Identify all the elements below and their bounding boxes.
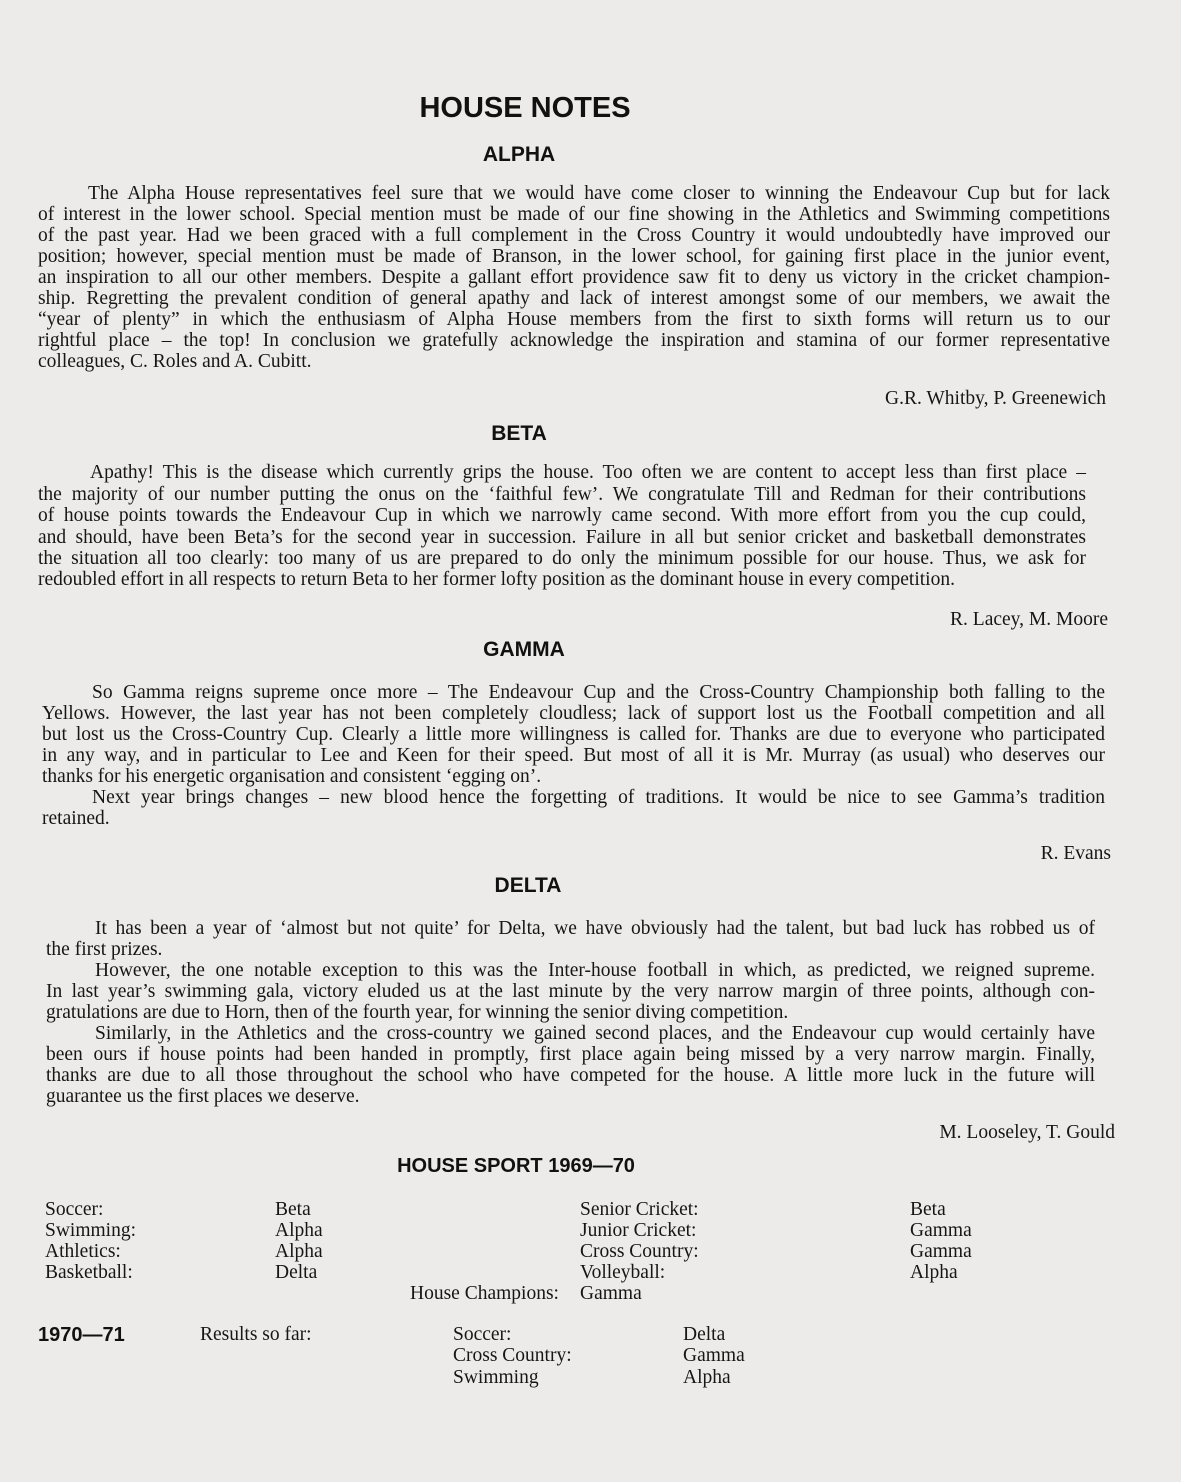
event-label: Soccer: [453, 1323, 512, 1345]
text-line: rightful place – the top! In conclusion we gratefully acknowledge the inspiration and stamina of our former representative [38, 330, 1110, 352]
section-heading: DELTA [494, 874, 562, 897]
text-line: guarantee us the first places we deserve. [46, 1085, 360, 1107]
text-line: the situation all too clearly: too many of us are prepared to do only the minimum possible for our house. Thus, we ask for [38, 547, 1086, 569]
page-title: HOUSE NOTES [419, 92, 631, 124]
results-so-far-label: Results so far: [200, 1323, 312, 1345]
section-signature: R. Evans [1040, 843, 1111, 864]
house-champions [410, 1283, 642, 1304]
text-line: gratulations are due to Horn, then of the fourth year, for winning the senior diving competition. [46, 1001, 789, 1023]
section-signature: R. Lacey, M. Moore [950, 609, 1108, 630]
event-winner: Gamma [683, 1345, 745, 1366]
text-line: but lost us the Cross-Country Cup. Clearly a little more willingness is called for. Thanks are due to everyone who participated [42, 723, 1105, 745]
event-winner: Delta [275, 1261, 318, 1283]
section-signature: G.R. Whitby, P. Greenewich [885, 388, 1106, 409]
event-winner: Beta [275, 1198, 311, 1220]
table-row [45, 1220, 1060, 1241]
text-line: thanks are due to all those throughout the school who have competed for the house. A little more luck in the future will [46, 1064, 1095, 1086]
text-line: In last year’s swimming gala, victory eluded us at the last minute by the very narrow margin of three points, although con- [46, 980, 1095, 1002]
text-line: retained. [42, 807, 110, 829]
house-sport-heading: HOUSE SPORT 1969—70 [397, 1155, 635, 1177]
text-line: been ours if house points had been handed in promptly, first place again being missed by a very narrow margin. Finally, [46, 1043, 1095, 1065]
current-year-title: 1970—71 [38, 1324, 125, 1346]
table-row [45, 1241, 1060, 1262]
text-line: and should, have been Beta’s for the second year in succession. Failure in all but senior cricket and basketball demonstrates [38, 526, 1086, 548]
section-body [42, 682, 1105, 829]
section-heading: GAMMA [483, 638, 565, 661]
table-row [45, 1199, 1060, 1220]
house-sport-table [45, 1199, 1060, 1283]
list-item [453, 1345, 833, 1367]
text-line: the first prizes. [46, 938, 163, 960]
event-label: Swimming: [45, 1219, 137, 1241]
event-label: Volleyball: [580, 1261, 666, 1283]
event-label: Senior Cricket: [580, 1198, 699, 1220]
event-winner: Alpha [910, 1261, 958, 1283]
event-label: Cross Country: [580, 1240, 699, 1262]
event-winner: Gamma [910, 1219, 972, 1241]
text-line: colleagues, C. Roles and A. Cubitt. [38, 351, 312, 373]
text-line: However, the one notable exception to this was the Inter-house football in which, as predicted, we reigned supreme. [95, 959, 1095, 981]
house-champions-label: House Champions: [410, 1282, 559, 1304]
text-line: It has been a year of ‘almost but not quite’ for Delta, we have obviously had the talent, but bad luck has robbed us of [95, 917, 1095, 939]
section-heading: ALPHA [482, 143, 556, 166]
text-line: in any way, and in particular to Lee and Keen for their speed. But most of all it is Mr. Murray (as usual) who deserves our [42, 744, 1105, 766]
event-winner: Alpha [275, 1240, 323, 1262]
list-item [453, 1367, 833, 1389]
text-line: of interest in the lower school. Special mention must be made of our fine showing in the Athletics and Swimming competitions [38, 203, 1110, 225]
text-line: position; however, special mention must be made of Branson, in the lower school, for gaining first place in the junior event, [38, 245, 1110, 267]
event-label: Basketball: [45, 1261, 133, 1283]
text-line: Yellows. However, the last year has not been completely cloudless; lack of support lost us the Football competition and all [42, 702, 1105, 724]
text-line: an inspiration to all our other members. Despite a gallant effort providence saw fit to deny us victory in the cricket champion- [38, 266, 1110, 288]
section-body [38, 183, 1110, 373]
house-champions-value: Gamma [580, 1282, 642, 1304]
text-line: of the past year. Had we been graced with a full complement in the Cross Country it would undoubtedly have improved our [38, 224, 1110, 246]
event-label: Swimming [453, 1366, 539, 1388]
list-item [453, 1324, 833, 1346]
event-label: Athletics: [45, 1240, 121, 1262]
section-signature: M. Looseley, T. Gould [939, 1122, 1115, 1143]
event-winner: Delta [683, 1323, 726, 1345]
event-label: Junior Cricket: [580, 1219, 697, 1241]
event-label: Soccer: [45, 1198, 104, 1220]
text-line: thanks for his energetic organisation and consistent ‘egging on’. [42, 765, 542, 787]
text-line: redoubled effort in all respects to return Beta to her former lofty position as the dominant house in every competition. [38, 569, 955, 591]
section-body [38, 462, 1086, 590]
text-line: The Alpha House representatives feel sure that we would have come closer to winning the Endeavour Cup but for lack [88, 182, 1110, 204]
current-results-list [453, 1324, 833, 1389]
text-line: “year of plenty” in which the enthusiasm of Alpha House members from the first to sixth forms will return us to our [38, 309, 1110, 331]
event-winner: Alpha [275, 1219, 323, 1241]
text-line: Next year brings changes – new blood hence the forgetting of traditions. It would be nice to see Gamma’s tradition [92, 786, 1105, 808]
section-heading: BETA [491, 422, 547, 445]
event-winner: Alpha [683, 1366, 731, 1388]
event-winner: Beta [910, 1198, 946, 1220]
text-line: So Gamma reigns supreme once more – The Endeavour Cup and the Cross-Country Championship both falling to the [92, 681, 1105, 703]
text-line: Apathy! This is the disease which currently grips the house. Too often we are content to accept less than first place – [90, 462, 1086, 484]
text-line: Similarly, in the Athletics and the cross-country we gained second places, and the Endeavour cup would certainly have [95, 1022, 1095, 1044]
text-line: ship. Regretting the prevalent condition of general apathy and lack of interest amongst some of our members, we await the [38, 287, 1110, 309]
table-row [45, 1262, 1060, 1283]
event-winner: Gamma [910, 1240, 972, 1262]
text-line: the majority of our number putting the onus on the ‘faithful few’. We congratulate Till and Redman for their contributions [38, 483, 1086, 505]
event-label: Cross Country: [453, 1345, 572, 1366]
section-body [46, 918, 1095, 1107]
text-line: of house points towards the Endeavour Cup in which we narrowly came second. With more effort from you the cup could, [38, 505, 1086, 527]
